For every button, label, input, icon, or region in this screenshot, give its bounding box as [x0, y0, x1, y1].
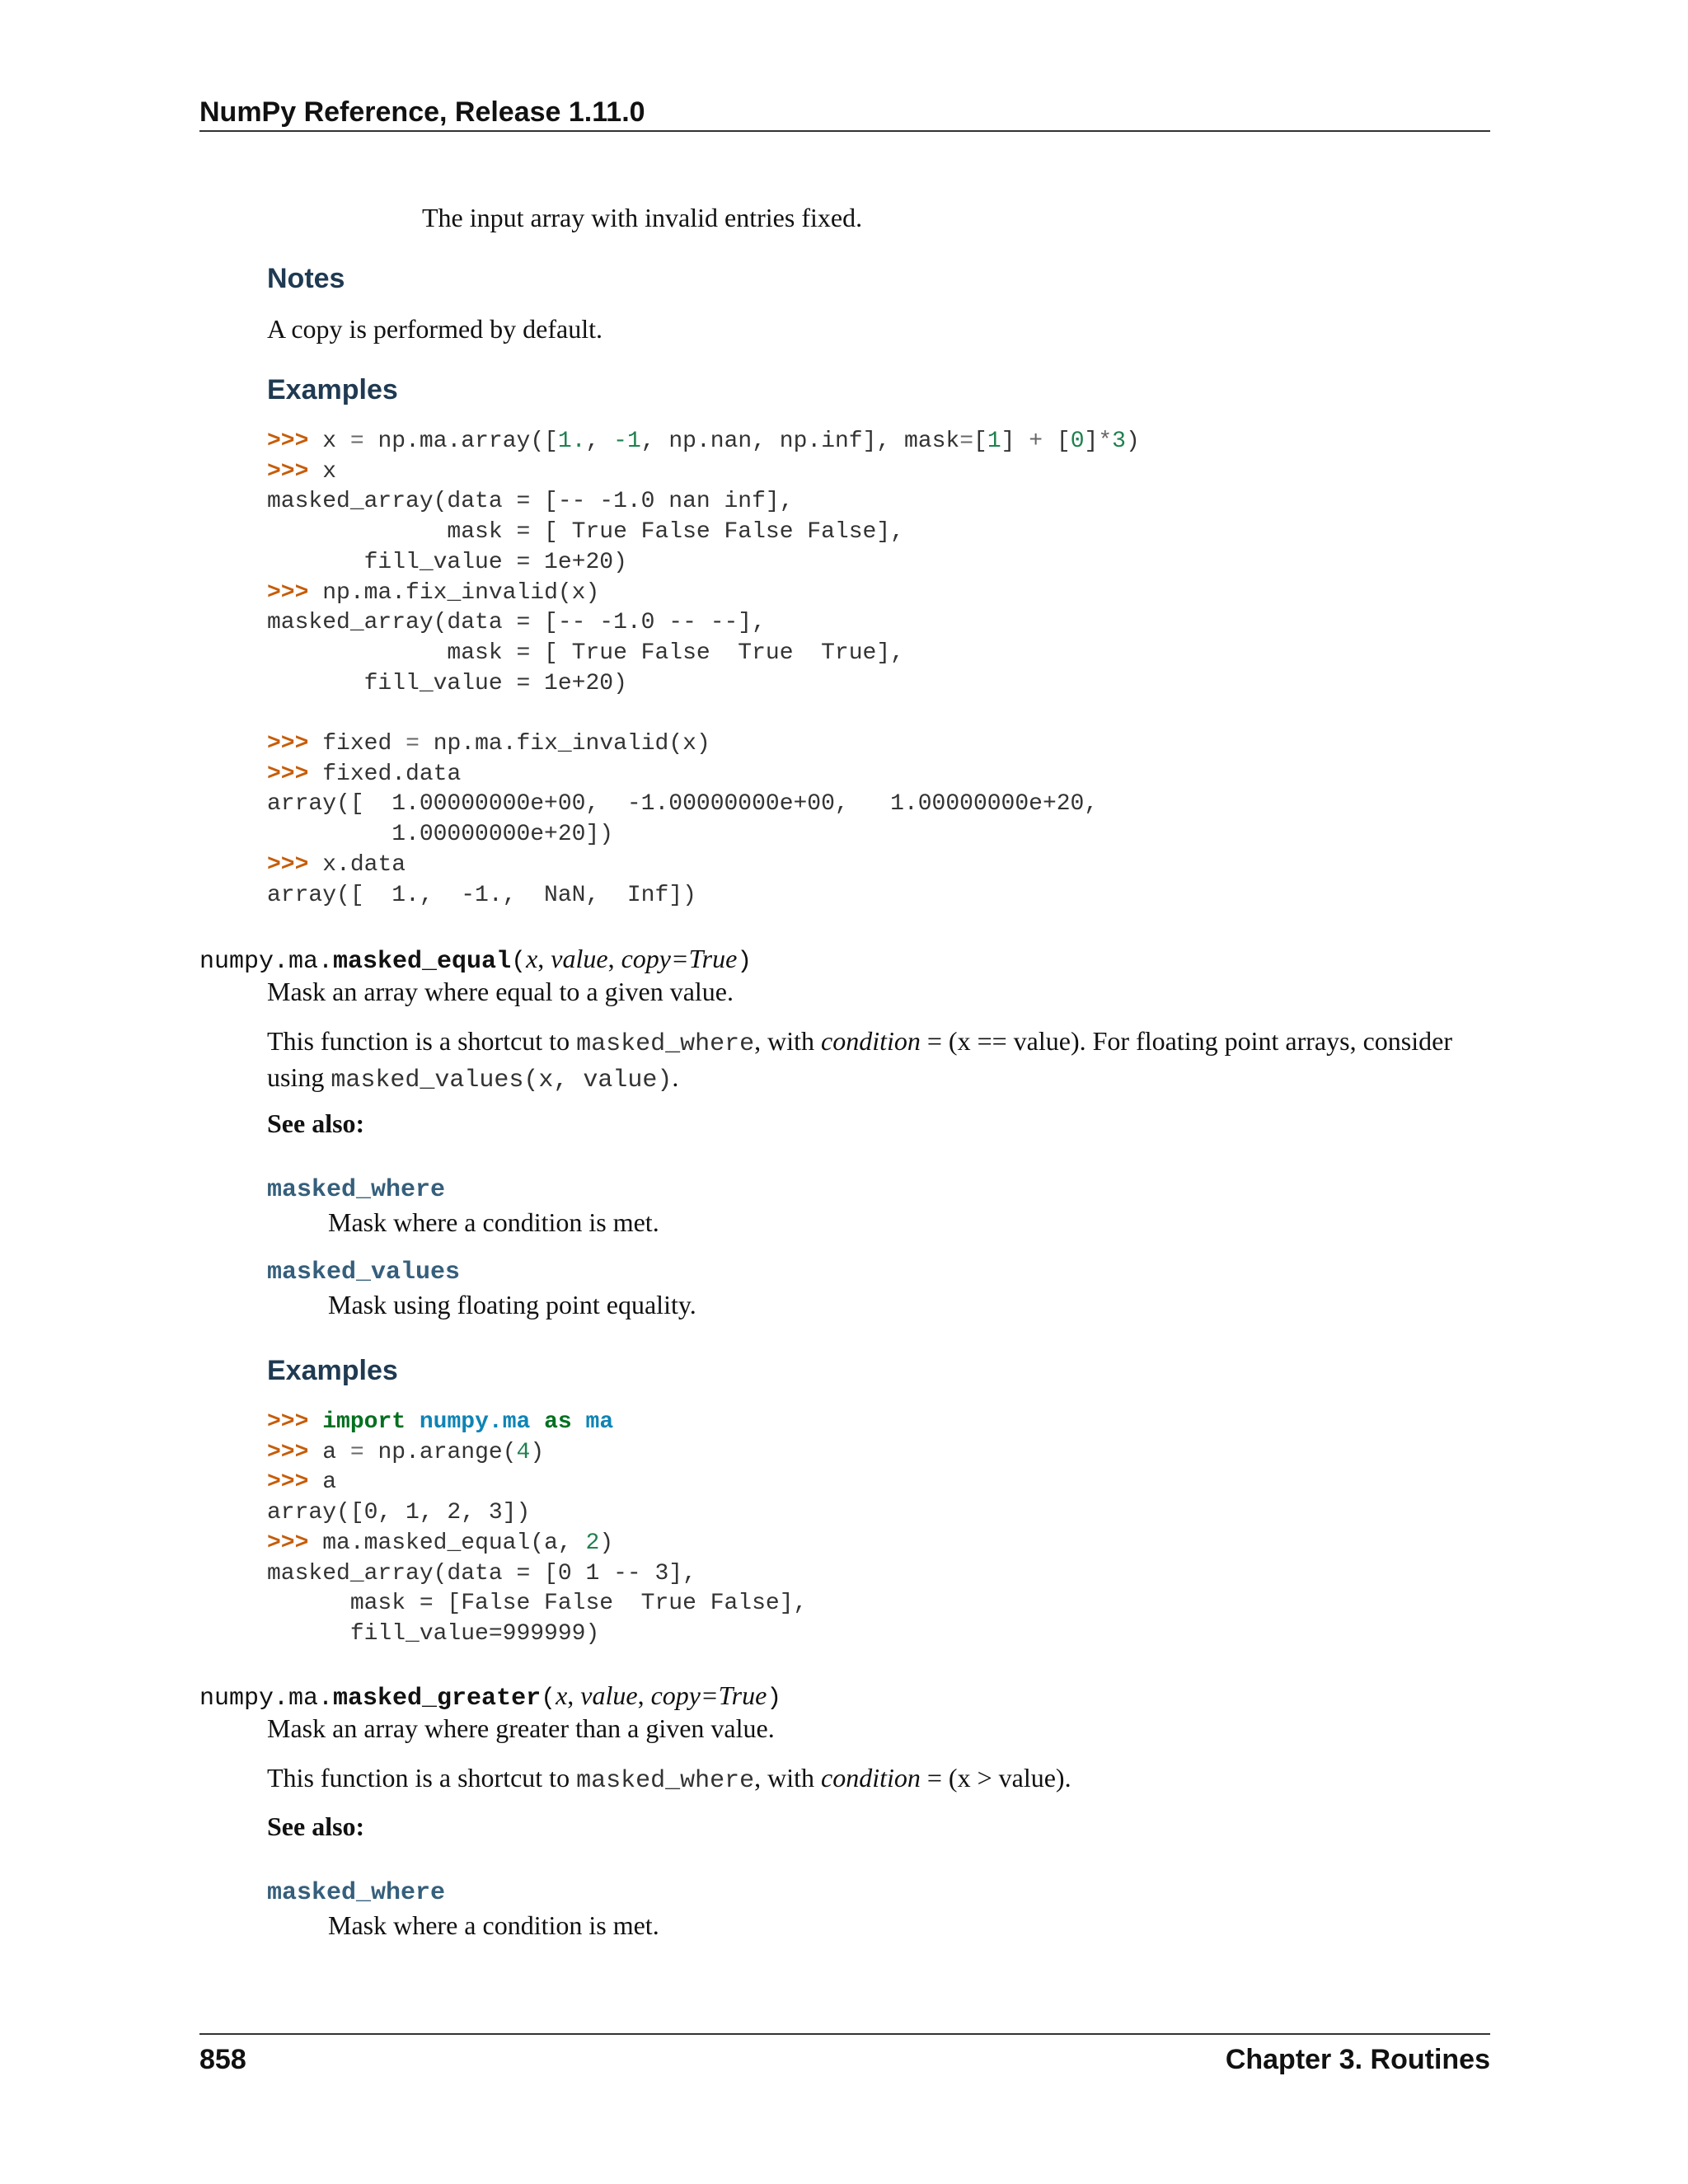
- notes-text: A copy is performed by default.: [267, 314, 603, 344]
- header-rule: [199, 130, 1490, 132]
- masked-equal-signature[interactable]: numpy.ma.masked_equal(x, value, copy=True): [199, 944, 753, 976]
- see-also-desc: Mask where a condition is met.: [328, 1207, 659, 1237]
- notes-heading: Notes: [267, 263, 345, 294]
- code-output: masked_array(data = [-- -1.0 -- --], mask = [ True False True True], fill_value = 1e+20): [267, 610, 904, 696]
- code-prompt: >>>: [267, 851, 309, 878]
- code-prompt: >>>: [267, 458, 309, 485]
- running-title: NumPy Reference, Release 1.11.0: [199, 96, 645, 128]
- code-output: array([ 1., -1., NaN, Inf]): [267, 882, 696, 908]
- see-also-title: See also:: [267, 1811, 365, 1841]
- masked-greater-signature[interactable]: numpy.ma.masked_greater(x, value, copy=True): [199, 1680, 782, 1713]
- footer-rule: [199, 2033, 1490, 2035]
- returns-description: The input array with invalid entries fixed.: [422, 203, 863, 232]
- code-block-masked-equal: >>> import numpy.ma as ma >>> a = np.arange(4) >>> a array([0, 1, 2, 3]) >>> ma.masked_equal(a, 2) masked_array(data = [0 1 -- 3], mask = [False False True False], fill_value=999999): [267, 1409, 808, 1647]
- masked-greater-summary: Mask an array where greater than a given value.: [267, 1713, 775, 1743]
- masked-equal-description: This function is a shortcut to masked_where, with condition = (x == value). For floating point arrays, consider using masked_values(x, value).: [267, 1026, 1452, 1094]
- code-prompt: >>>: [267, 429, 309, 454]
- code-prompt: >>>: [267, 1530, 309, 1556]
- see-also-desc: Mask using floating point equality.: [328, 1290, 696, 1319]
- page-number: 858: [199, 2044, 246, 2075]
- see-also-title: See also:: [267, 1108, 365, 1138]
- code-prompt: >>>: [267, 1439, 309, 1465]
- masked-equal-summary: Mask an array where equal to a given value.: [267, 977, 734, 1006]
- code-prompt: >>>: [267, 579, 309, 606]
- code-prompt: >>>: [267, 761, 309, 787]
- examples-heading: Examples: [267, 1355, 398, 1386]
- code-prompt: >>>: [267, 731, 309, 757]
- see-also-desc: Mask where a condition is met.: [328, 1910, 659, 1940]
- code-block-fix-invalid: >>> x = np.ma.array([1., -1, np.nan, np.inf], mask=[1] + [0]*3) >>> x masked_array(data = [-- -1.0 nan inf], mask = [ True False False False], fill_value = 1e+20) >>> np.ma.fix_invalid(x) masked_array(data = [-- -1.0 -- --], mask = [ True False True True], fill_value = 1e+20): [267, 429, 1140, 696]
- see-also-link-masked-where[interactable]: masked_where: [267, 1176, 446, 1204]
- code-prompt: >>>: [267, 1409, 309, 1435]
- see-also-link-masked-values[interactable]: masked_values: [267, 1258, 461, 1286]
- see-also-link-masked-where[interactable]: masked_where: [267, 1879, 446, 1907]
- code-output: masked_array(data = [-- -1.0 nan inf], mask = [ True False False False], fill_value = 1e+20): [267, 489, 904, 575]
- examples-heading: Examples: [267, 374, 398, 405]
- code-output: array([ 1.00000000e+00, -1.00000000e+00, 1.00000000e+20, 1.00000000e+20]): [267, 791, 1099, 848]
- code-output: masked_array(data = [0 1 -- 3], mask = [False False True False], fill_value=999999): [267, 1560, 808, 1647]
- chapter-label: Chapter 3. Routines: [1225, 2044, 1490, 2075]
- code-block-fixed-data: >>> fixed = np.ma.fix_invalid(x) >>> fixed.data array([ 1.00000000e+00, -1.00000000e+00, 1.00000000e+20, 1.00000000e+20]) >>> x.data array([ 1., -1., NaN, Inf]): [267, 731, 1099, 908]
- code-output: array([0, 1, 2, 3]): [267, 1500, 531, 1526]
- masked-greater-description: This function is a shortcut to masked_where, with condition = (x > value).: [267, 1763, 1071, 1795]
- code-prompt: >>>: [267, 1469, 309, 1496]
